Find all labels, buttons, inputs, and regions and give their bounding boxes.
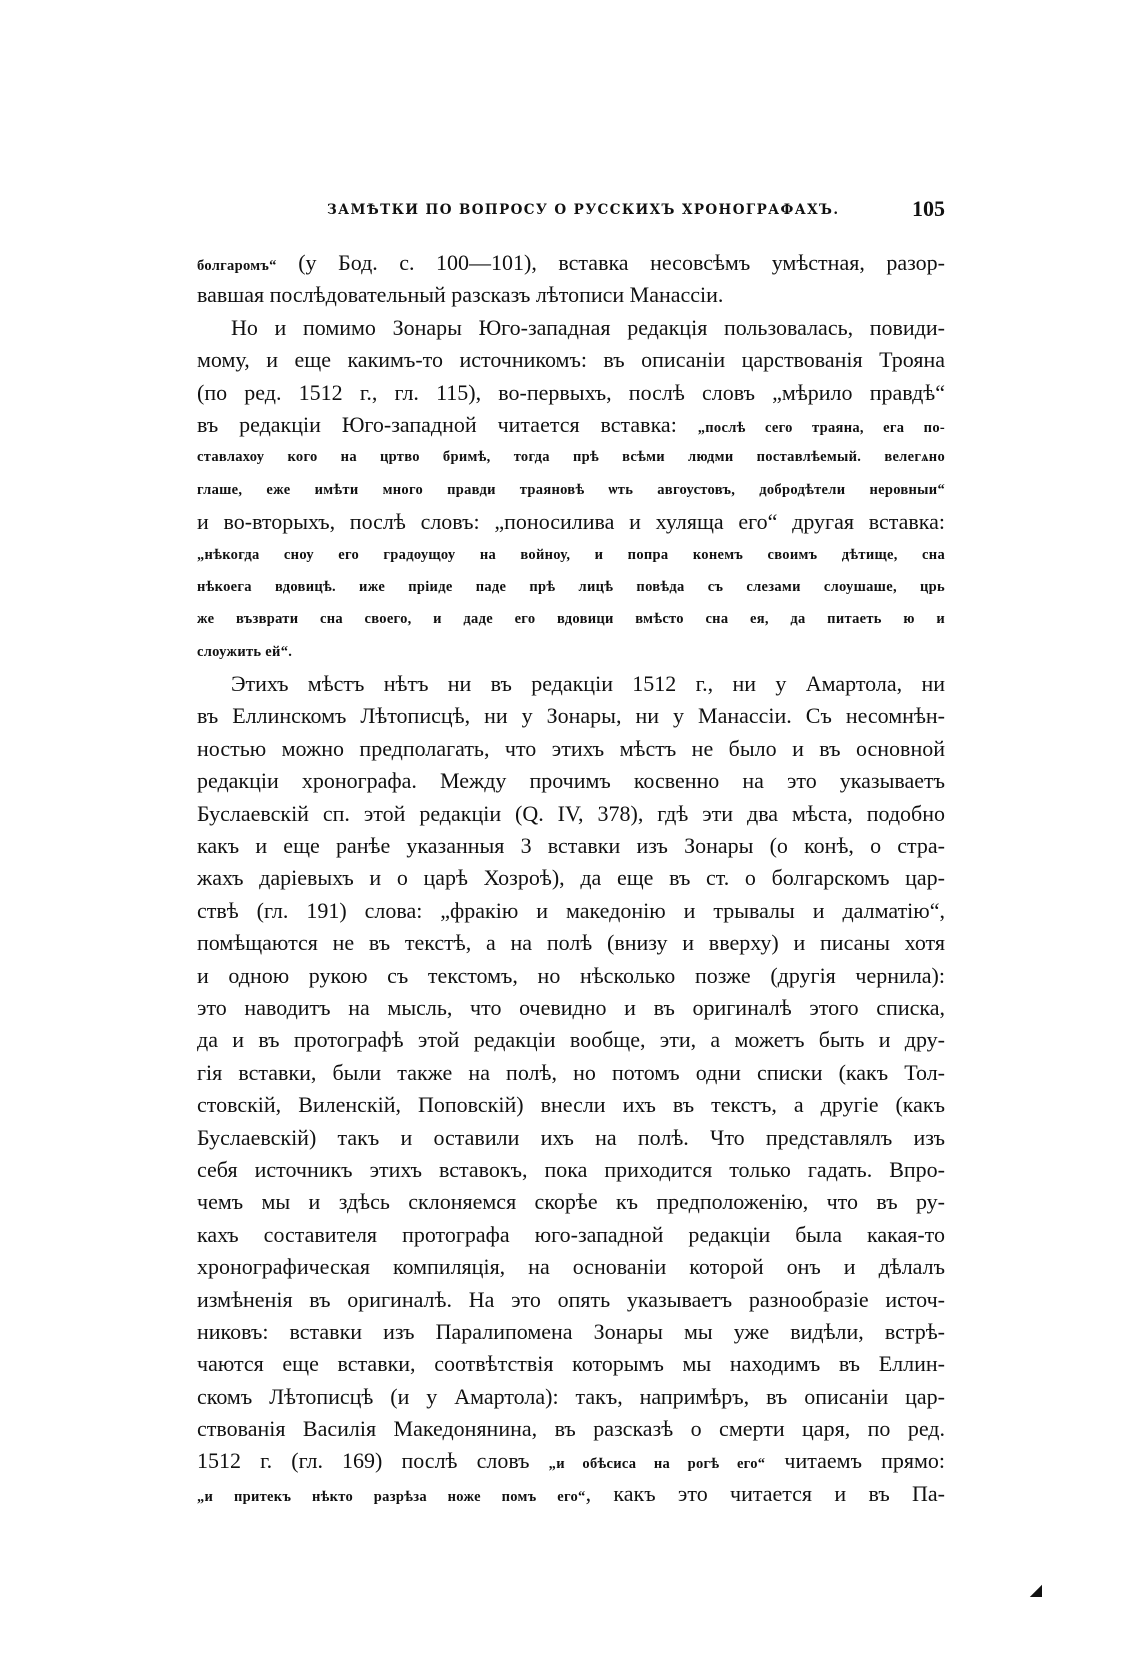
text-line: кахъ составителя протографа юго-западной редакціи была какая-то bbox=[197, 1221, 945, 1247]
text-line: чаются еще вставки, соотвѣтствія которымъ мы находимъ въ Еллин- bbox=[197, 1351, 945, 1377]
text-segment: (у Бод. с. 100—101), вставка несовсѣмъ умѣстная, разор- bbox=[276, 250, 945, 275]
text-line: (по ред. 1512 г., гл. 115), во-первыхъ, послѣ словъ „мѣрило правдѣ“ bbox=[197, 379, 945, 405]
text-line: стовскій, Виленскій, Поповскій) внесли ихъ въ текстъ, а другіе (какъ bbox=[197, 1092, 945, 1118]
text-segment: читаемъ прямо: bbox=[765, 1448, 945, 1474]
scan-corner-mark: ◢ bbox=[1029, 1580, 1042, 1599]
text-line: въ Еллинскомъ Лѣтописцѣ, ни у Зонары, ни у Манассіи. Съ несомнѣн- bbox=[197, 703, 945, 729]
church-slavonic-quote: „и обѣсиса на рогѣ его“ bbox=[548, 1456, 766, 1473]
text-line: вавшая послѣдовательный разсказъ лѣтописи Манассіи. bbox=[197, 282, 724, 308]
text-line: и во-вторыхъ, послѣ словъ: „поносилива и хуляща его“ другая вставка: bbox=[197, 509, 945, 535]
text-line: же възврати сна своего, и даде его вдовици вмѣсто сна ея, да питаеть ю и bbox=[197, 611, 945, 628]
body-text bbox=[197, 247, 945, 1510]
text-line: редакціи хронографа. Между прочимъ косвенно на это указываетъ bbox=[197, 768, 945, 794]
text-line bbox=[197, 1445, 945, 1477]
text-line: какъ и еще ранѣе указанныя 3 вставки изъ Зонары (о конѣ, о стра- bbox=[197, 833, 945, 859]
running-title: ЗАМѢТКИ ПО ВОПРОСУ О РУССКИХЪ ХРОНОГРАФАХЪ. bbox=[327, 202, 840, 218]
text-segment: , какъ это читается и въ Па- bbox=[585, 1480, 945, 1506]
text-line: нѣкоега вдовицѣ. иже пріиде паде прѣ лицѣ повѣда съ слезами слоушаше, црь bbox=[197, 578, 945, 595]
text-line bbox=[197, 1478, 945, 1510]
church-slavonic-quote: „и притекъ нѣкто разрѣза ноже помъ его“ bbox=[197, 1488, 586, 1505]
text-line: ствѣ (гл. 191) слова: „фракію и македонію и трывалы и далматію“, bbox=[197, 897, 945, 923]
text-line: мому, и еще какимъ-то источникомъ: въ описаніи царствованія Трояна bbox=[197, 347, 945, 373]
text-line: скомъ Лѣтописцѣ (и у Амартола): такъ, напримѣръ, въ описаніи цар- bbox=[197, 1383, 945, 1409]
text-line: „нѣкогда сноу его градоущоу на войноу, и попра конемъ своимъ дѣтище, сна bbox=[197, 546, 945, 563]
text-line: и одною рукою съ текстомъ, но нѣсколько позже (другія чернила): bbox=[197, 962, 945, 988]
text-line: хронографическая компиляція, на основаніи которой онъ и дѣлалъ bbox=[197, 1254, 945, 1280]
text-line: себя источникъ этихъ вставокъ, пока приходится только гадать. Впро- bbox=[197, 1156, 945, 1182]
text-line: Буслаевскій сп. этой редакціи (Q. IV, 378), гдѣ эти два мѣста, подобно bbox=[197, 800, 945, 826]
text-line: никовъ: вставки изъ Паралипомена Зонары мы уже видѣли, встрѣ- bbox=[197, 1318, 945, 1344]
text-line: Но и помимо Зонары Юго-западная редакція пользовалась, повиди- bbox=[231, 314, 945, 340]
text-line: измѣненія въ оригиналѣ. На это опять указываетъ разнообразіе источ- bbox=[197, 1286, 945, 1312]
text-line: глаше, еже имѣти много правди траяновѣ ѡть авгоустовъ, добродѣтели неровныи“ bbox=[197, 481, 945, 498]
text-line: слоужить ей“. bbox=[197, 643, 293, 660]
text-line: Буслаевскій) такъ и оставили ихъ на полѣ. Что представлялъ изъ bbox=[197, 1124, 945, 1150]
page-number: 105 bbox=[912, 196, 945, 221]
text-segment: 1512 г. (гл. 169) послѣ словъ bbox=[197, 1448, 549, 1474]
text-line bbox=[197, 409, 945, 441]
text-segment: въ редакціи Юго-западной читается вставка: bbox=[197, 411, 698, 437]
text-line: Этихъ мѣстъ нѣтъ ни въ редакціи 1512 г., ни у Амартола, ни bbox=[231, 671, 945, 697]
text-line: помѣщаются не въ текстѣ, а на полѣ (внизу и вверху) и писаны хотя bbox=[197, 930, 945, 956]
text-line: это наводитъ на мысль, что очевидно и въ оригиналѣ этого списка, bbox=[197, 994, 945, 1020]
text-line: жахъ даріевыхъ и о царѣ Хозроѣ), да еще въ ст. о болгарскомъ цар- bbox=[197, 865, 945, 891]
text-line: ностью можно предполагать, что этихъ мѣстъ не было и въ основной bbox=[197, 735, 945, 761]
church-slavonic-quote: „послѣ сего траяна, ега по- bbox=[697, 419, 945, 436]
text-line: ствованія Василія Македонянина, въ разсказѣ о смерти царя, по ред. bbox=[197, 1416, 945, 1442]
text-line: да и въ протографѣ этой редакціи вообще, эти, а можетъ быть и дру- bbox=[197, 1027, 945, 1053]
text-line: гія вставки, были также на полѣ, но потомъ одни списки (какъ Тол- bbox=[197, 1059, 945, 1085]
text-line: ставлахоу кого на цртво бримѣ, тогда прѣ всѣми людми поставлѣемый. велегѧно bbox=[197, 449, 945, 466]
text-line: чемъ мы и здѣсь склоняемся скорѣе къ предположенію, что въ ру- bbox=[197, 1189, 945, 1215]
page-header bbox=[197, 196, 945, 226]
text-line bbox=[197, 247, 945, 279]
church-slavonic-quote: болгаромъ“ bbox=[197, 258, 277, 274]
